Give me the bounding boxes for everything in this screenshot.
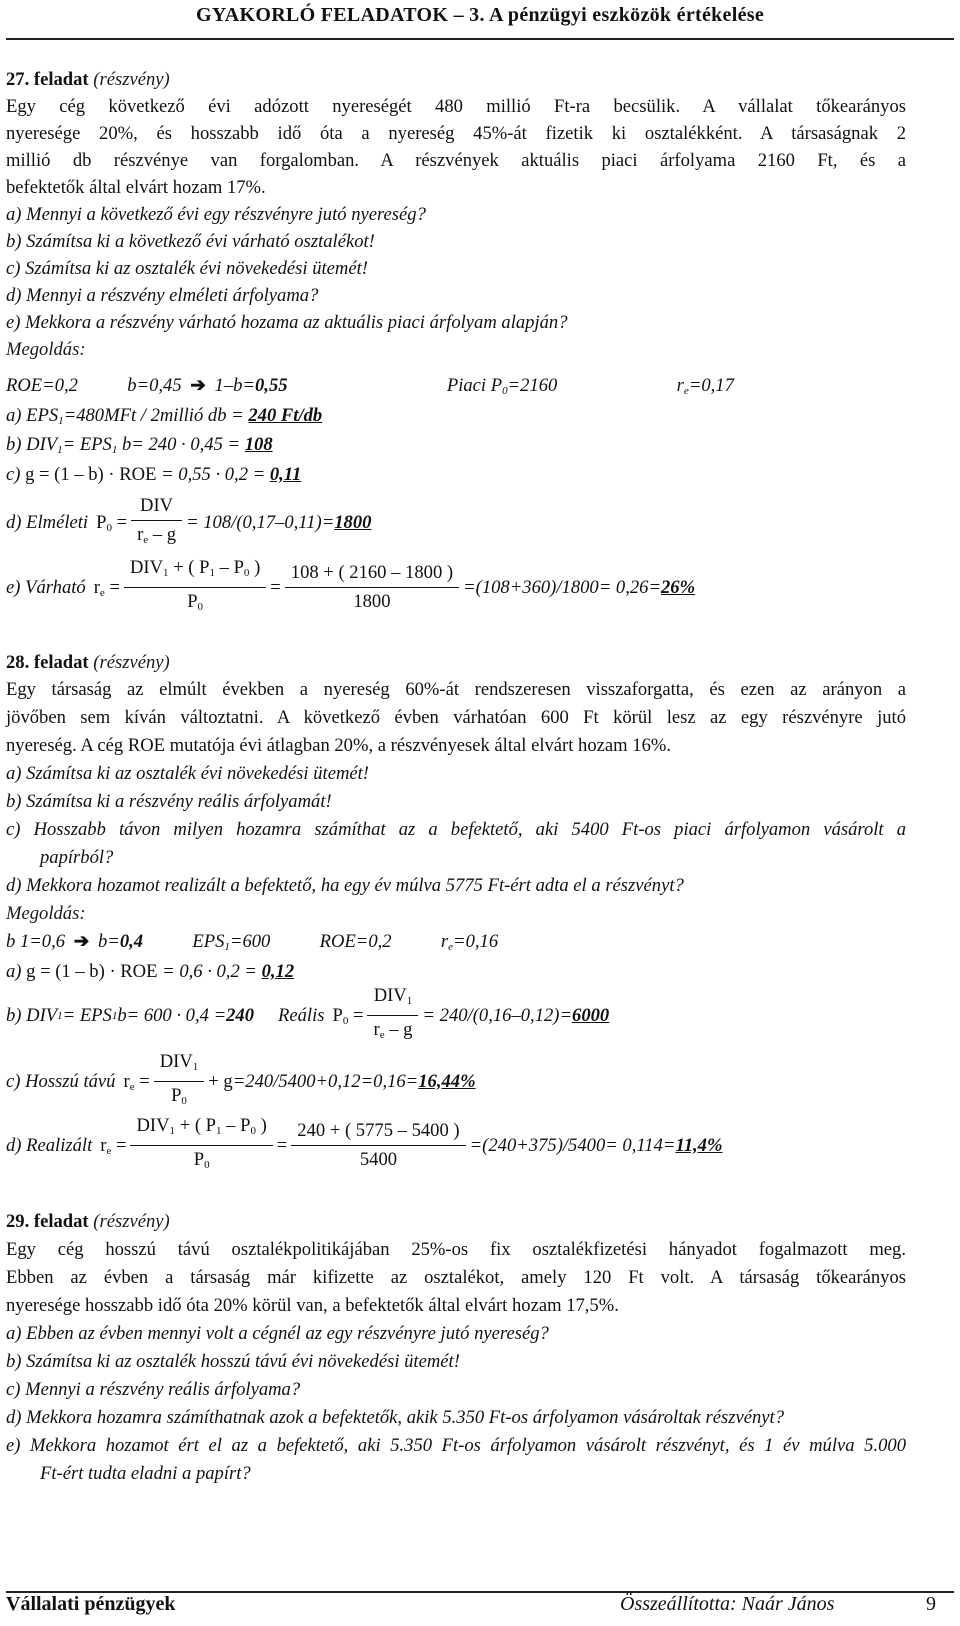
task-28-question-c-cont: papírból?	[40, 847, 114, 868]
page-header-title: GYAKORLÓ FELADATOK – 3. A pénzügyi eszközök értékelése	[195, 4, 765, 26]
task-27-solution-a: a) $EPS_1=480MFt$ / 2millió db = 240 Ft/db	[6, 405, 323, 427]
task-27-solution-e: e) Várható $r_e$ = $\frac{DIV_1 + ( P_1 - P_0 )}{P_0}$ = $\frac{108 + ( 2160 - 1800 )}{1800}$ =(108+360)/1800= 0,26= 26%	[6, 556, 695, 619]
task-28-solution-b: b) DIV 1 = EPS 1 b= 600 · 0,4 = 240 Reális $P_0$ = $\frac{DIV_1}{r_e - g}$ = 240/(0,16–0,12)= 6000	[6, 984, 609, 1047]
task-27-text-line: befektetők által elvárt hozam 17%.	[6, 177, 266, 198]
footer-left: Vállalati pénzügyek	[6, 1593, 176, 1615]
task-28-text-line: jövőben sem kíván változtatni. A következő évben várhatóan 600 Ft körül lesz az egy részvényre jutó	[6, 707, 906, 728]
task-29-text-line: nyeresége hosszabb idő óta 20% körül van, a befektetők által elvárt hozam 17,5%.	[6, 1295, 619, 1316]
task-27-solution-c: c) g = (1 – b) · ROE = 0,55 · 0,2 = 0,11	[6, 464, 302, 485]
arrow-right-icon: ➔	[73, 931, 90, 952]
task-29-question-e: e) Mekkora hozamot ért el az a befektető, aki 5.350 Ft-os árfolyamon vásárolt részvényt, és 1 év múlva 5.000	[6, 1435, 906, 1456]
task-29-heading: 29. feladat (részvény)	[6, 1211, 170, 1232]
task-29-question-d: d) Mekkora hozamra számíthatnak azok a befektetők, akik 5.350 Ft-os árfolyamon vásároltak részvényt?	[6, 1407, 785, 1428]
fraction: $\frac{240 + ( 5775 - 5400 )}{5400}$	[291, 1119, 465, 1172]
task-27-question-e: e) Mekkora a részvény várható hozama az aktuális piaci árfolyam alapján?	[6, 312, 568, 333]
fraction: $\frac{DIV_1}{r_e - g}$	[367, 984, 418, 1047]
task-28-question-a: a) Számítsa ki az osztalék évi növekedési ütemét!	[6, 763, 369, 784]
arrow-right-icon: ➔	[190, 375, 206, 396]
task-28-givens: b 1=0,6 ➔ b=0,4 $EPS_1=600$ ROE=0,2 $r_e=0,16$	[6, 931, 499, 953]
task-28-text-line: nyereség. A cég ROE mutatója évi átlagban 20%, a részvényesek által elvárt hozam 16%.	[6, 735, 671, 756]
footer-author: Összeállította: Naár János	[620, 1593, 835, 1615]
task-28-solution-c: c) Hosszú távú $r_e$ = $\frac{DIV_1}{P_0}$ + g =240/5400+0,12=0,16= 16,44%	[6, 1050, 476, 1113]
task-27-text-line: millió db részvénye van forgalomban. A részvények aktuális piaci árfolyama 2160 Ft, és a	[6, 150, 906, 171]
fraction: $\frac{DIV_1 + ( P_1 - P_0 )}{P_0}$	[130, 1114, 272, 1177]
task-28-solution-label: Megoldás:	[6, 903, 86, 924]
task-29-text-line: Ebben az évben a társaság már kifizette az osztalékot, amely 120 Ft volt. A társaság tőkearányos	[6, 1267, 906, 1288]
task-27-heading: 27. feladat (részvény)	[6, 69, 170, 90]
task-27-question-b: b) Számítsa ki a következő évi várható osztalékot!	[6, 231, 375, 252]
fraction: $\frac{DIV_1}{P_0}$	[154, 1050, 205, 1113]
task-27-question-a: a) Mennyi a következő évi egy részvényre jutó nyereség?	[6, 204, 426, 225]
task-28-question-b: b) Számítsa ki a részvény reális árfolyamát!	[6, 791, 332, 812]
fraction: $\frac{108 + ( 2160 - 1800 )}{1800}$	[285, 561, 459, 614]
task-27-question-d: d) Mennyi a részvény elméleti árfolyama?	[6, 285, 319, 306]
task-28-question-d: d) Mekkora hozamot realizált a befektető, ha egy év múlva 5775 Ft-ért adta el a részvényt?	[6, 875, 684, 896]
header-rule	[6, 38, 954, 40]
task-28-solution-d: d) Realizált $r_e$ = $\frac{DIV_1 + ( P_1 - P_0 )}{P_0}$ = $\frac{240 + ( 5775 - 5400 )}{5400}$ =(240+375)/5400= 0,114= 11,4%	[6, 1114, 722, 1177]
task-28-solution-a: a) g = (1 – b) · ROE = 0,6 · 0,2 = 0,12	[6, 961, 295, 982]
task-27-text-line: Egy cég következő évi adózott nyereségét 480 millió Ft-ra becsülik. A vállalat tőkearányos	[6, 96, 906, 117]
task-28-text-line: Egy társaság az elmúlt években a nyereség 60%-át rendszeresen visszaforgatta, és ezen az arányon a	[6, 679, 906, 700]
task-27-solution-d: d) Elméleti $P_0$ = $\frac{\text{DIV}}{r_e - g}$ = 108/(0,17–0,11)= 1800	[6, 494, 371, 552]
task-28-question-c: c) Hosszabb távon milyen hozamra számíthat az a befektető, aki 5400 Ft-os piaci árfolyamon vásárolt a	[6, 819, 906, 840]
task-29-text-line: Egy cég hosszú távú osztalékpolitikájában 25%-os fix osztalékfizetési hányadot fogalmazott meg.	[6, 1239, 906, 1260]
fraction: $\frac{\text{DIV}}{r_e - g}$	[131, 494, 182, 552]
task-29-question-c: c) Mennyi a részvény reális árfolyama?	[6, 1379, 301, 1400]
fraction: $\frac{DIV_1 + ( P_1 - P_0 )}{P_0}$	[124, 556, 266, 619]
task-29-question-b: b) Számítsa ki az osztalék hosszú távú évi növekedési ütemét!	[6, 1351, 460, 1372]
task-27-givens: ROE=0,2 b=0,45 ➔ 1–b=0,55 Piaci $P_0=2160$ $r_e=0,17$	[6, 375, 734, 397]
task-27-solution-label: Megoldás:	[6, 339, 86, 360]
task-29-question-e-cont: Ft-ért tudta eladni a papírt?	[40, 1463, 251, 1484]
task-27-text-line: nyeresége 20%, és hosszabb idő óta a nyereség 45%-át fizetik ki osztalékként. A társaságnak 2	[6, 123, 906, 144]
task-28-heading: 28. feladat (részvény)	[6, 652, 170, 673]
page-number: 9	[926, 1593, 936, 1615]
task-29-question-a: a) Ebben az évben mennyi volt a cégnél az egy részvényre jutó nyereség?	[6, 1323, 549, 1344]
task-27-solution-b: b) $DIV_1= EPS_1$ b= 240 · 0,45 = 108	[6, 434, 273, 456]
task-27-question-c: c) Számítsa ki az osztalék évi növekedési ütemét!	[6, 258, 368, 279]
